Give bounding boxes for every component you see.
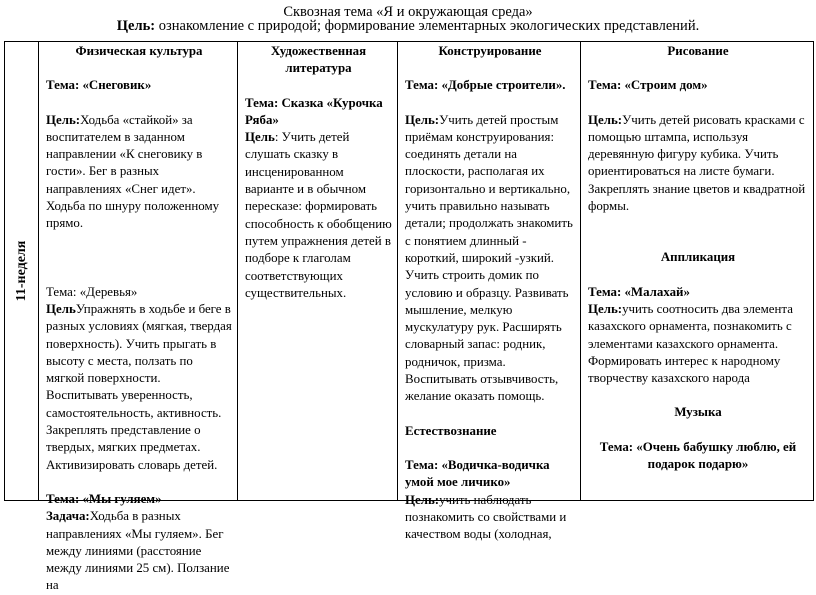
theme-heading: Сквозная тема «Я и окружающая среда»: [283, 4, 533, 20]
topic: Тема: «Малахай»: [588, 284, 690, 299]
column-title: Художественная литература: [270, 44, 367, 76]
topic: Тема: «Деревья»: [46, 284, 138, 299]
topic: Тема: «Водичка-водичка умой мое личико»: [405, 457, 550, 490]
column-title: Рисование: [667, 44, 729, 58]
section-title: Аппликация: [660, 250, 736, 265]
goal-paragraph: ЦельУпражнять в ходьбе и беге в разных условиях (мягкая, твердая поверхность). Учить прыгать в высоту с места, ползать по мягкой поверхности. Воспитывать уверенность, самостоятельность, активность. Закреплять представление о твердых, мягких предметах. Активизировать словарь детей.: [46, 301, 232, 472]
column-construction: [398, 42, 581, 542]
section-title: Музыка: [674, 405, 722, 420]
section-title: Естествознание: [405, 423, 497, 438]
goal-heading-text: ознакомление с природой; формирование элементарных экологических представлений.: [155, 18, 700, 34]
topic: Тема: Сказка «Курочка Ряба»: [245, 95, 383, 127]
task-paragraph: Задача:Ходьба в разных направлениях «Мы гуляем». Бег между линиями (расстояние между линиями 25 см). Ползание на: [46, 509, 230, 593]
goal-paragraph: Цель:учить соотносить два элемента казахского орнамента, познакомить с элементами казахского орнамента. Формировать интерес к народному творчеству казахского народа: [588, 301, 793, 386]
goal-paragraph: Цель:Ходьба «стайкой» за воспитателем в заданном направлении «К снеговику в гости». Бег в разных направлениях «Снег идет». Ходьба по шнуру положенному прямо.: [46, 112, 220, 231]
column-title: Физическая культура: [75, 44, 203, 58]
goal-paragraph: Цель:Учить детей рисовать красками с помощью штампа, используя деревянную фигуру кубика. Учить ориентироваться на листе бумаги. Закреплять знание цветов и квадратной формы.: [588, 112, 806, 214]
goal-paragraph: Цель:Учить детей простым приёмам конструирования: соединять детали на плоскости, располагая их горизонтально и вертикально, учить правильно называть детали; продолжать знакомить с понятием длинный - короткий, широкий -узкий. Учить строить домик по условию и образцу. Развивать мышление, мелкую мускулатуру рук. Расширять словарный запас: родник, родничок, призма. Воспитывать отзывчивость, желание оказать помощь.: [405, 112, 573, 404]
goal-paragraph: Цель: Учить детей слушать сказку в инсценированном варианте и в обычном пересказе: формировать способность к обобщению путем упражнения детей в подборе к глаголам соответствующих существительных.: [245, 130, 392, 300]
topic: Тема: «Очень бабушку люблю, ей подарок подарю»: [599, 439, 797, 472]
topic: Тема: «Снеговик»: [46, 78, 152, 93]
column-title: Конструирование: [438, 44, 542, 58]
plan-table: [4, 41, 814, 593]
column-literature: [238, 42, 398, 501]
week-cell: [5, 42, 39, 501]
goal-heading-label: Цель:: [116, 18, 156, 34]
goal-paragraph: Цель:учить наблюдать познакомить со свойствами и качеством воды (холодная,: [405, 492, 567, 542]
column-physical: [39, 42, 238, 593]
topic: Тема: «Мы гуляем»: [46, 491, 162, 506]
week-label: 11-неделя: [13, 240, 29, 302]
topic: Тема: «Добрые строители».: [405, 78, 566, 93]
topic: Тема: «Строим дом»: [588, 78, 708, 93]
goal-heading: [0, 18, 816, 35]
column-drawing: [581, 42, 814, 501]
